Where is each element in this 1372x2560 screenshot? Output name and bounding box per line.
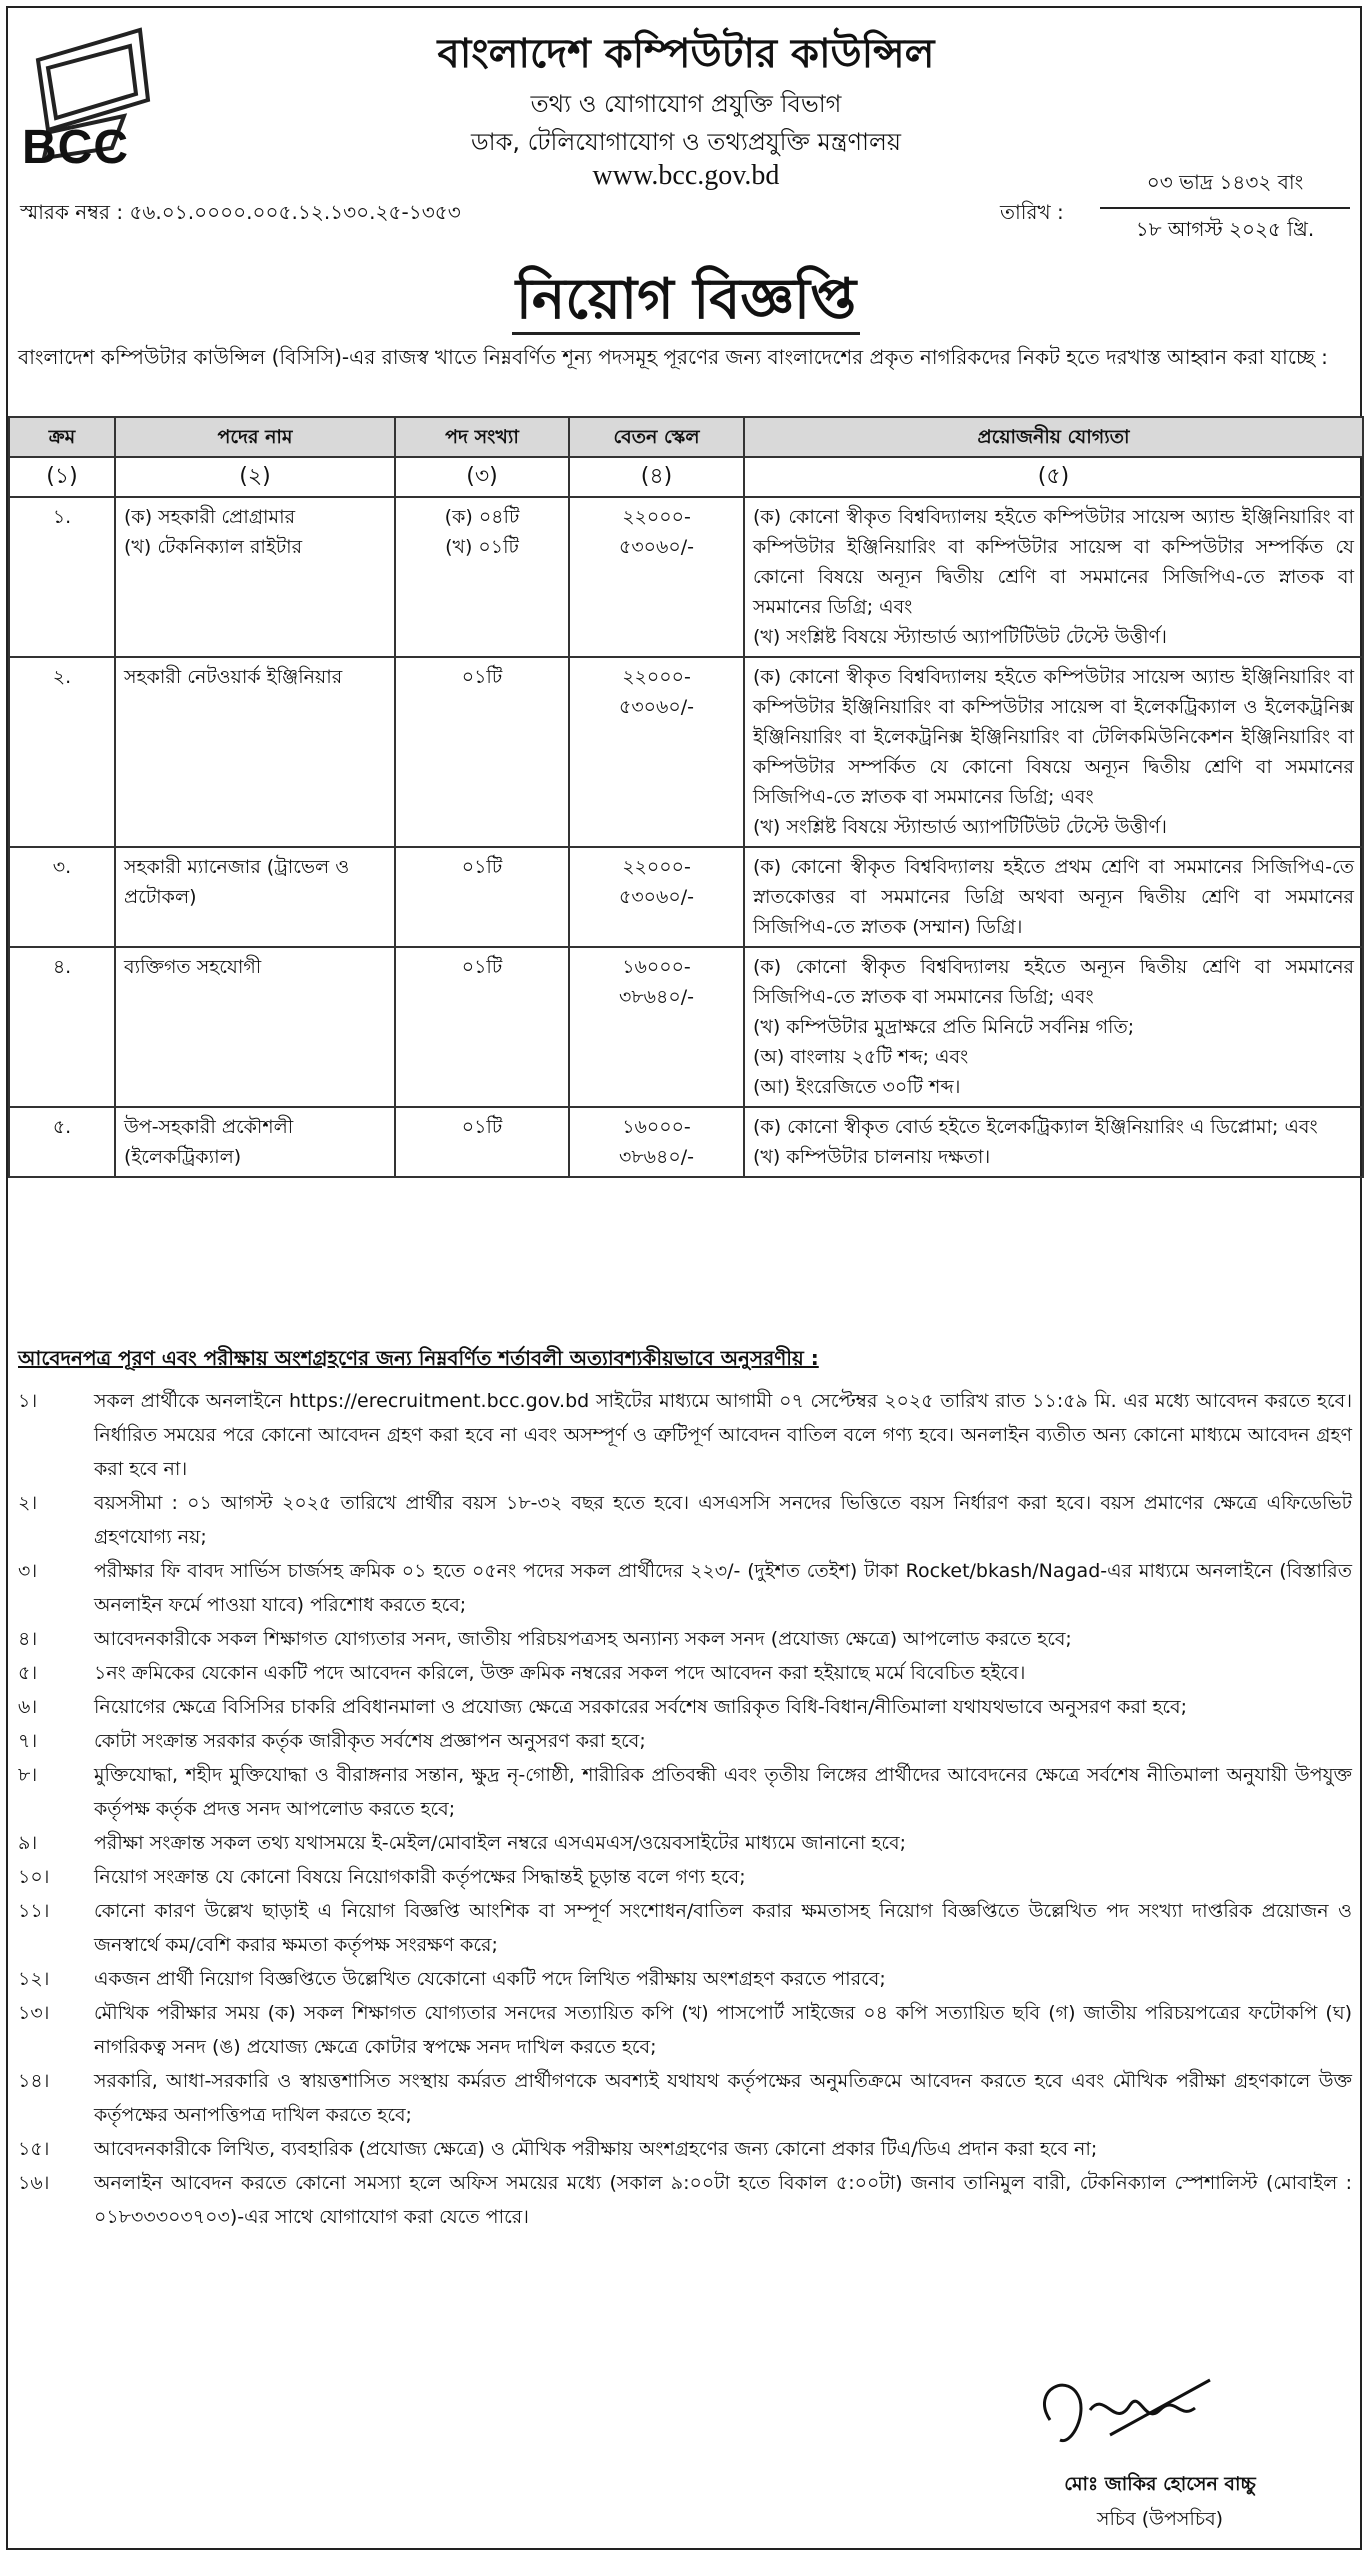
qualification-cell bbox=[744, 657, 1363, 847]
ministry-name: ডাক, টেলিযোগাযোগ ও তথ্যপ্রযুক্তি মন্ত্রণালয় bbox=[471, 128, 901, 156]
condition-number: ১। bbox=[18, 1390, 38, 1412]
qualification-cell-line: (ক) কোনো স্বীকৃত বিশ্ববিদ্যালয় হইতে অন্যূন দ্বিতীয় শ্রেণি বা সমমানের সিজিপিএ-তে স্নাতক বা সমমানের ডিগ্রি; এবং bbox=[753, 956, 1354, 1008]
org-name: বাংলাদেশ কম্পিউটার কাউন্সিল bbox=[437, 31, 935, 77]
pay-scale-cell-line: ২২০০০- bbox=[622, 666, 691, 688]
condition-number: ১৫। bbox=[18, 2138, 50, 2160]
condition-number: ১৪। bbox=[18, 2070, 50, 2092]
condition-number: ১১। bbox=[18, 1900, 50, 1922]
condition-item bbox=[12, 1486, 1352, 1554]
condition-item bbox=[12, 1962, 1352, 1996]
table-row bbox=[9, 847, 1363, 947]
post-name-cell-line: সহকারী নেটওয়ার্ক ইঞ্জিনিয়ার bbox=[124, 666, 343, 688]
serial-cell bbox=[9, 1107, 115, 1177]
post-name-cell bbox=[115, 947, 395, 1107]
condition-item bbox=[12, 1622, 1352, 1656]
serial-cell-line: ৪. bbox=[52, 956, 72, 978]
serial-cell-line: ২. bbox=[52, 666, 72, 688]
condition-number: ৩। bbox=[18, 1560, 38, 1582]
condition-text: কোনো কারণ উল্লেখ ছাড়াই এ নিয়োগ বিজ্ঞপ্তি আংশিক বা সম্পূর্ণ সংশোধন/বাতিল করার ক্ষমতাসহ নিয়োগ বিজ্ঞপ্তিতে উল্লেখিত পদ সংখ্যা দাপ্তরিক প্রয়োজন ও জনস্বার্থে কম/বেশি করার ক্ষমতা কর্তৃপক্ষ সংরক্ষণ করে; bbox=[94, 1900, 1352, 1956]
post-name-cell-line: সহকারী ম্যানেজার (ট্রাভেল ও প্রটোকল) bbox=[124, 856, 350, 908]
post-count-cell-line: ০১টি bbox=[461, 856, 503, 878]
column-number: (৫) bbox=[744, 457, 1363, 497]
post-count-cell bbox=[395, 847, 569, 947]
serial-cell bbox=[9, 847, 115, 947]
table-header-row bbox=[9, 417, 1363, 457]
serial-cell-line: ৩. bbox=[52, 856, 72, 878]
signatory-name: মোঃ জাকির হোসেন বাচ্চু bbox=[1064, 2473, 1256, 2495]
date-label: তারিখ : bbox=[1000, 200, 1064, 224]
column-number: (২) bbox=[115, 457, 395, 497]
serial-cell-line: ১. bbox=[52, 506, 72, 528]
serial-cell bbox=[9, 657, 115, 847]
condition-number: ৮। bbox=[18, 1764, 38, 1786]
post-name-cell bbox=[115, 497, 395, 657]
serial-cell bbox=[9, 497, 115, 657]
notice-title: নিয়োগ বিজ্ঞপ্তি bbox=[0, 256, 1372, 350]
post-count-cell-line: ০১টি bbox=[461, 956, 503, 978]
condition-item bbox=[12, 1996, 1352, 2064]
pay-scale-cell-line: ২২০০০- bbox=[622, 506, 691, 528]
pay-scale-cell-line: ৩৮৬৪০/- bbox=[619, 986, 694, 1008]
column-number: (১) bbox=[9, 457, 115, 497]
condition-item bbox=[12, 1860, 1352, 1894]
serial-cell-line: ৫. bbox=[52, 1116, 72, 1138]
post-count-cell-line: ০১টি bbox=[461, 666, 503, 688]
condition-item bbox=[12, 2166, 1352, 2234]
post-name-cell bbox=[115, 657, 395, 847]
condition-text: সকল প্রার্থীকে অনলাইনে https://erecruitment.bcc.gov.bd সাইটের মাধ্যমে আগামী ০৭ সেপ্টেম্বর ২০২৫ তারিখ রাত ১১:৫৯ মি. এর মধ্যে আবেদন করতে হবে। নির্ধারিত সময়ের পরে কোনো আবেদন গ্রহণ করা হবে না এবং অসম্পূর্ণ ও ত্রুটিপূর্ণ আবেদন বাতিল বলে গণ্য হবে। অনলাইন ব্যতীত অন্য কোনো মাধ্যমে আবেদন গ্রহণ করা হবে না। bbox=[94, 1390, 1352, 1480]
qualification-cell bbox=[744, 847, 1363, 947]
qualification-cell-line: (আ) ইংরেজিতে ৩০টি শব্দ। bbox=[753, 1076, 961, 1098]
condition-number: ১৩। bbox=[18, 2002, 50, 2024]
post-count-cell-line: (খ) ০১টি bbox=[445, 536, 519, 558]
qualification-cell-line: (ক) কোনো স্বীকৃত বিশ্ববিদ্যালয় হইতে কম্পিউটার সায়েন্স অ্যান্ড ইঞ্জিনিয়ারিং বা কম্পিউটার ইঞ্জিনিয়ারিং বা কম্পিউটার সায়েন্স বা ইলেকট্রিক্যাল ও ইলেকট্রনিক্স ইঞ্জিনিয়ারিং বা ইলেকট্রনিক্স ইঞ্জিনিয়ারিং বা টেলিকমিউনিকেশন ইঞ্জিনিয়ারিং বা কম্পিউটার সম্পর্কিত যে কোনো বিষয়ে অন্যূন দ্বিতীয় শ্রেণি বা সমমানের সিজিপিএ-তে স্নাতক বা সমমানের ডিগ্রি; এবং bbox=[753, 666, 1354, 808]
condition-number: ৫। bbox=[18, 1662, 38, 1684]
condition-number: ১০। bbox=[18, 1866, 50, 1888]
pay-scale-cell-line: ৫৩০৬০/- bbox=[618, 696, 694, 718]
table-row bbox=[9, 497, 1363, 657]
post-count-cell bbox=[395, 947, 569, 1107]
post-name-cell-line: (ক) সহকারী প্রোগ্রামার bbox=[124, 506, 296, 528]
condition-item bbox=[12, 1690, 1352, 1724]
conditions-list bbox=[12, 1384, 1352, 2234]
condition-text: সরকারি, আধা-সরকারি ও স্বায়ত্তশাসিত সংস্থায় কর্মরত প্রার্থীগণকে অবশ্যই যথাযথ কর্তৃপক্ষের অনুমতিক্রমে আবেদন করতে হবে এবং মৌখিক পরীক্ষা গ্রহণকালে উক্ত কর্তৃপক্ষের অনাপত্তিপত্র দাখিল করতে হবে; bbox=[94, 2070, 1352, 2126]
condition-item bbox=[12, 1826, 1352, 1860]
pay-scale-cell bbox=[569, 947, 744, 1107]
header-count: পদ সংখ্যা bbox=[395, 417, 569, 457]
condition-text: আবেদনকারীকে সকল শিক্ষাগত যোগ্যতার সনদ, জাতীয় পরিচয়পত্রসহ অন্যান্য সকল সনদ (প্রযোজ্য ক্ষেত্রে) আপলোড করতে হবে; bbox=[94, 1628, 1072, 1650]
condition-text: আবেদনকারীকে লিখিত, ব্যবহারিক (প্রযোজ্য ক্ষেত্রে) ও মৌখিক পরীক্ষায় অংশগ্রহণের জন্য কোনো প্রকার টিএ/ডিএ প্রদান করা হবে না; bbox=[94, 2138, 1098, 2160]
condition-item bbox=[12, 1656, 1352, 1690]
column-number: (৩) bbox=[395, 457, 569, 497]
qualification-cell bbox=[744, 1107, 1363, 1177]
post-name-cell bbox=[115, 1107, 395, 1177]
pay-scale-cell-line: ২২০০০- bbox=[622, 856, 691, 878]
pay-scale-cell bbox=[569, 847, 744, 947]
post-name-cell bbox=[115, 847, 395, 947]
qualification-cell-line: (খ) সংশ্লিষ্ট বিষয়ে স্ট্যান্ডার্ড অ্যাপটিটিউট টেস্টে উত্তীর্ণ। bbox=[753, 816, 1167, 838]
intro-paragraph: বাংলাদেশ কম্পিউটার কাউন্সিল (বিসিসি)-এর রাজস্ব খাতে নিম্নবর্ণিত শূন্য পদসমূহ পূরণের জন্য বাংলাদেশের প্রকৃত নাগরিকদের নিকট হতে দরখাস্ত আহ্বান করা যাচ্ছে : bbox=[18, 345, 1328, 369]
pay-scale-cell-line: ৩৮৬৪০/- bbox=[619, 1146, 694, 1168]
column-number-row bbox=[9, 457, 1363, 497]
condition-item bbox=[12, 2132, 1352, 2166]
condition-text: নিয়োগের ক্ষেত্রে বিসিসির চাকরি প্রবিধানমালা ও প্রযোজ্য ক্ষেত্রে সরকারের সর্বশেষ জারিকৃত বিধি-বিধান/নীতিমালা যথাযথভাবে অনুসরণ করা হবে; bbox=[94, 1696, 1188, 1718]
posts-table bbox=[8, 416, 1364, 1178]
condition-item bbox=[12, 1724, 1352, 1758]
post-count-cell bbox=[395, 497, 569, 657]
table-row bbox=[9, 947, 1363, 1107]
condition-text: মুক্তিযোদ্ধা, শহীদ মুক্তিযোদ্ধা ও বীরাঙ্গনার সন্তান, ক্ষুদ্র নৃ-গোষ্ঠী, শারীরিক প্রতিবন্ধী এবং তৃতীয় লিঙ্গের প্রার্থীদের আবেদনের ক্ষেত্রে সর্বশেষ নীতিমালা অনুযায়ী উপযুক্ত কর্তৃপক্ষ কর্তৃক প্রদত্ত সনদ আপলোড করতে হবে; bbox=[94, 1764, 1352, 1820]
qualification-cell-line: (ক) কোনো স্বীকৃত বিশ্ববিদ্যালয় হইতে প্রথম শ্রেণি বা সমমানের সিজিপিএ-তে স্নাতকোত্তর বা সমমানের ডিগ্রি অথবা অন্যূন দ্বিতীয় শ্রেণি বা সমমানের সিজিপিএ-তে স্নাতক (সম্মান) ডিগ্রি। bbox=[753, 856, 1354, 938]
condition-item bbox=[12, 1384, 1352, 1486]
pay-scale-cell bbox=[569, 497, 744, 657]
conditions-title: আবেদনপত্র পূরণ এবং পরীক্ষায় অংশগ্রহণের জন্য নিম্নবর্ণিত শর্তাবলী অত্যাবশ্যকীয়ভাবে অনুসরণীয় : bbox=[18, 1346, 819, 1370]
logo-text: BCC bbox=[22, 121, 129, 174]
post-name-cell-line: (খ) টেকনিক্যাল রাইটার bbox=[124, 536, 303, 558]
condition-item bbox=[12, 1894, 1352, 1962]
pay-scale-cell bbox=[569, 1107, 744, 1177]
post-name-cell-line: উপ-সহকারী প্রকৌশলী (ইলেকট্রিক্যাল) bbox=[124, 1116, 294, 1168]
condition-number: ২। bbox=[18, 1492, 38, 1514]
condition-item bbox=[12, 1554, 1352, 1622]
memo-reference: স্মারক নম্বর : ৫৬.০১.০০০০.০০৫.১২.১৩০.২৫-১৩৫৩ bbox=[20, 200, 461, 224]
table-row bbox=[9, 657, 1363, 847]
signature-icon bbox=[1010, 2350, 1230, 2470]
post-count-cell bbox=[395, 1107, 569, 1177]
qualification-cell-line: (ক) কোনো স্বীকৃত বিশ্ববিদ্যালয় হইতে কম্পিউটার সায়েন্স অ্যান্ড ইঞ্জিনিয়ারিং বা কম্পিউটার ইঞ্জিনিয়ারিং বা কম্পিউটার সায়েন্স বা কম্পিউটার সম্পর্কিত যে কোনো বিষয়ে অন্যূন দ্বিতীয় শ্রেণি বা সমমানের সিজিপিএ-তে স্নাতক বা সমমানের ডিগ্রি; এবং bbox=[753, 506, 1354, 618]
division-name: তথ্য ও যোগাযোগ প্রযুক্তি বিভাগ bbox=[530, 90, 842, 118]
qualification-cell-line: (অ) বাংলায় ২৫টি শব্দ; এবং bbox=[753, 1046, 969, 1068]
date-english: ১৮ আগস্ট ২০২৫ খ্রি. bbox=[1135, 217, 1315, 241]
pay-scale-cell bbox=[569, 657, 744, 847]
condition-number: ৭। bbox=[18, 1730, 38, 1752]
pay-scale-cell-line: ৫৩০৬০/- bbox=[618, 536, 694, 558]
condition-text: পরীক্ষার ফি বাবদ সার্ভিস চার্জসহ ক্রমিক ০১ হতে ০৫নং পদের সকল প্রার্থীদের ২২৩/- (দুইশত তেইশ) টাকা Rocket/bkash/Nagad-এর মাধ্যমে অনলাইনে (বিস্তারিত অনলাইন ফর্মে পাওয়া যাবে) পরিশোধ করতে হবে; bbox=[94, 1560, 1352, 1616]
condition-number: ৪। bbox=[18, 1628, 38, 1650]
post-count-cell-line: (ক) ০৪টি bbox=[444, 506, 520, 528]
condition-text: মৌখিক পরীক্ষার সময় (ক) সকল শিক্ষাগত যোগ্যতার সনদের সত্যায়িত কপি (খ) পাসপোর্ট সাইজের ০৪ কপি সত্যায়িত ছবি (গ) জাতীয় পরিচয়পত্রের ফটোকপি (ঘ) নাগরিকত্ব সনদ (ঙ) প্রযোজ্য ক্ষেত্রে কোটার স্বপক্ষে সনদ দাখিল করতে হবে; bbox=[94, 2002, 1352, 2058]
condition-text: নিয়োগ সংক্রান্ত যে কোনো বিষয়ে নিয়োগকারী কর্তৃপক্ষের সিদ্ধান্তই চূড়ান্ত বলে গণ্য হবে; bbox=[94, 1866, 746, 1888]
date-bangla: ০৩ ভাদ্র ১৪৩২ বাং bbox=[1100, 168, 1350, 209]
condition-text: কোটা সংক্রান্ত সরকার কর্তৃক জারীকৃত সর্বশেষ প্রজ্ঞাপন অনুসরণ করা হবে; bbox=[94, 1730, 646, 1752]
website: www.bcc.gov.bd bbox=[592, 160, 780, 191]
header-post: পদের নাম bbox=[115, 417, 395, 457]
condition-text: বয়সসীমা : ০১ আগস্ট ২০২৫ তারিখে প্রার্থীর বয়স ১৮-৩২ বছর হতে হবে। এসএসসি সনদের ভিত্তিতে বয়স নির্ধারণ করা হবে। বয়স প্রমাণের ক্ষেত্রে এফিডেভিট গ্রহণযোগ্য নয়; bbox=[94, 1492, 1352, 1548]
date-box bbox=[1100, 168, 1350, 248]
post-name-cell-line: ব্যক্তিগত সহযোগী bbox=[124, 956, 262, 978]
qualification-cell bbox=[744, 497, 1363, 657]
header-qualification: প্রয়োজনীয় যোগ্যতা bbox=[744, 417, 1363, 457]
condition-text: পরীক্ষা সংক্রান্ত সকল তথ্য যথাসময়ে ই-মেইল/মোবাইল নম্বরে এসএমএস/ওয়েবসাইটের মাধ্যমে জানানো হবে; bbox=[94, 1832, 907, 1854]
pay-scale-cell-line: ৫৩০৬০/- bbox=[618, 886, 694, 908]
condition-item bbox=[12, 1758, 1352, 1826]
qualification-cell-line: (ক) কোনো স্বীকৃত বোর্ড হইতে ইলেকট্রিক্যাল ইঞ্জিনিয়ারিং এ ডিপ্লোমা; এবং bbox=[753, 1116, 1318, 1138]
condition-number: ১২। bbox=[18, 1968, 50, 1990]
table-row bbox=[9, 1107, 1363, 1177]
condition-number: ৯। bbox=[18, 1832, 38, 1854]
condition-number: ১৬। bbox=[18, 2172, 50, 2194]
condition-text: অনলাইন আবেদন করতে কোনো সমস্যা হলে অফিস সময়ের মধ্যে (সকাল ৯:০০টা হতে বিকাল ৫:০০টা) জনাব তানিমুল বারী, টেকনিক্যাল স্পেশালিস্ট (মোবাইল : ০১৮৩৩৩০৩৭০৩)-এর সাথে যোগাযোগ করা যেতে পারে। bbox=[94, 2172, 1352, 2228]
condition-text: ১নং ক্রমিকের যেকোন একটি পদে আবেদন করিলে, উক্ত ক্রমিক নম্বরের সকল পদে আবেদন করা হইয়াছে মর্মে বিবেচিত হইবে। bbox=[94, 1662, 1026, 1684]
condition-number: ৬। bbox=[18, 1696, 38, 1718]
condition-text: একজন প্রার্থী নিয়োগ বিজ্ঞপ্তিতে উল্লেখিত যেকোনো একটি পদে লিখিত পরীক্ষায় অংশগ্রহণ করতে পারবে; bbox=[94, 1968, 886, 1990]
qualification-cell-line: (খ) কম্পিউটার মুদ্রাক্ষরে প্রতি মিনিটে সর্বনিম্ন গতি; bbox=[753, 1016, 1135, 1038]
qualification-cell bbox=[744, 947, 1363, 1107]
post-count-cell-line: ০১টি bbox=[461, 1116, 503, 1138]
post-count-cell bbox=[395, 657, 569, 847]
header-scale: বেতন স্কেল bbox=[569, 417, 744, 457]
pay-scale-cell-line: ১৬০০০- bbox=[622, 1116, 691, 1138]
qualification-cell-line: (খ) সংশ্লিষ্ট বিষয়ে স্ট্যান্ডার্ড অ্যাপটিটিউট টেস্টে উত্তীর্ণ। bbox=[753, 626, 1167, 648]
serial-cell bbox=[9, 947, 115, 1107]
pay-scale-cell-line: ১৬০০০- bbox=[622, 956, 691, 978]
column-number: (৪) bbox=[569, 457, 744, 497]
qualification-cell-line: (খ) কম্পিউটার চালনায় দক্ষতা। bbox=[753, 1146, 991, 1168]
condition-item bbox=[12, 2064, 1352, 2132]
signatory-designation: সচিব (উপসচিব) bbox=[1096, 2508, 1224, 2530]
header-serial: ক্রম bbox=[9, 417, 115, 457]
